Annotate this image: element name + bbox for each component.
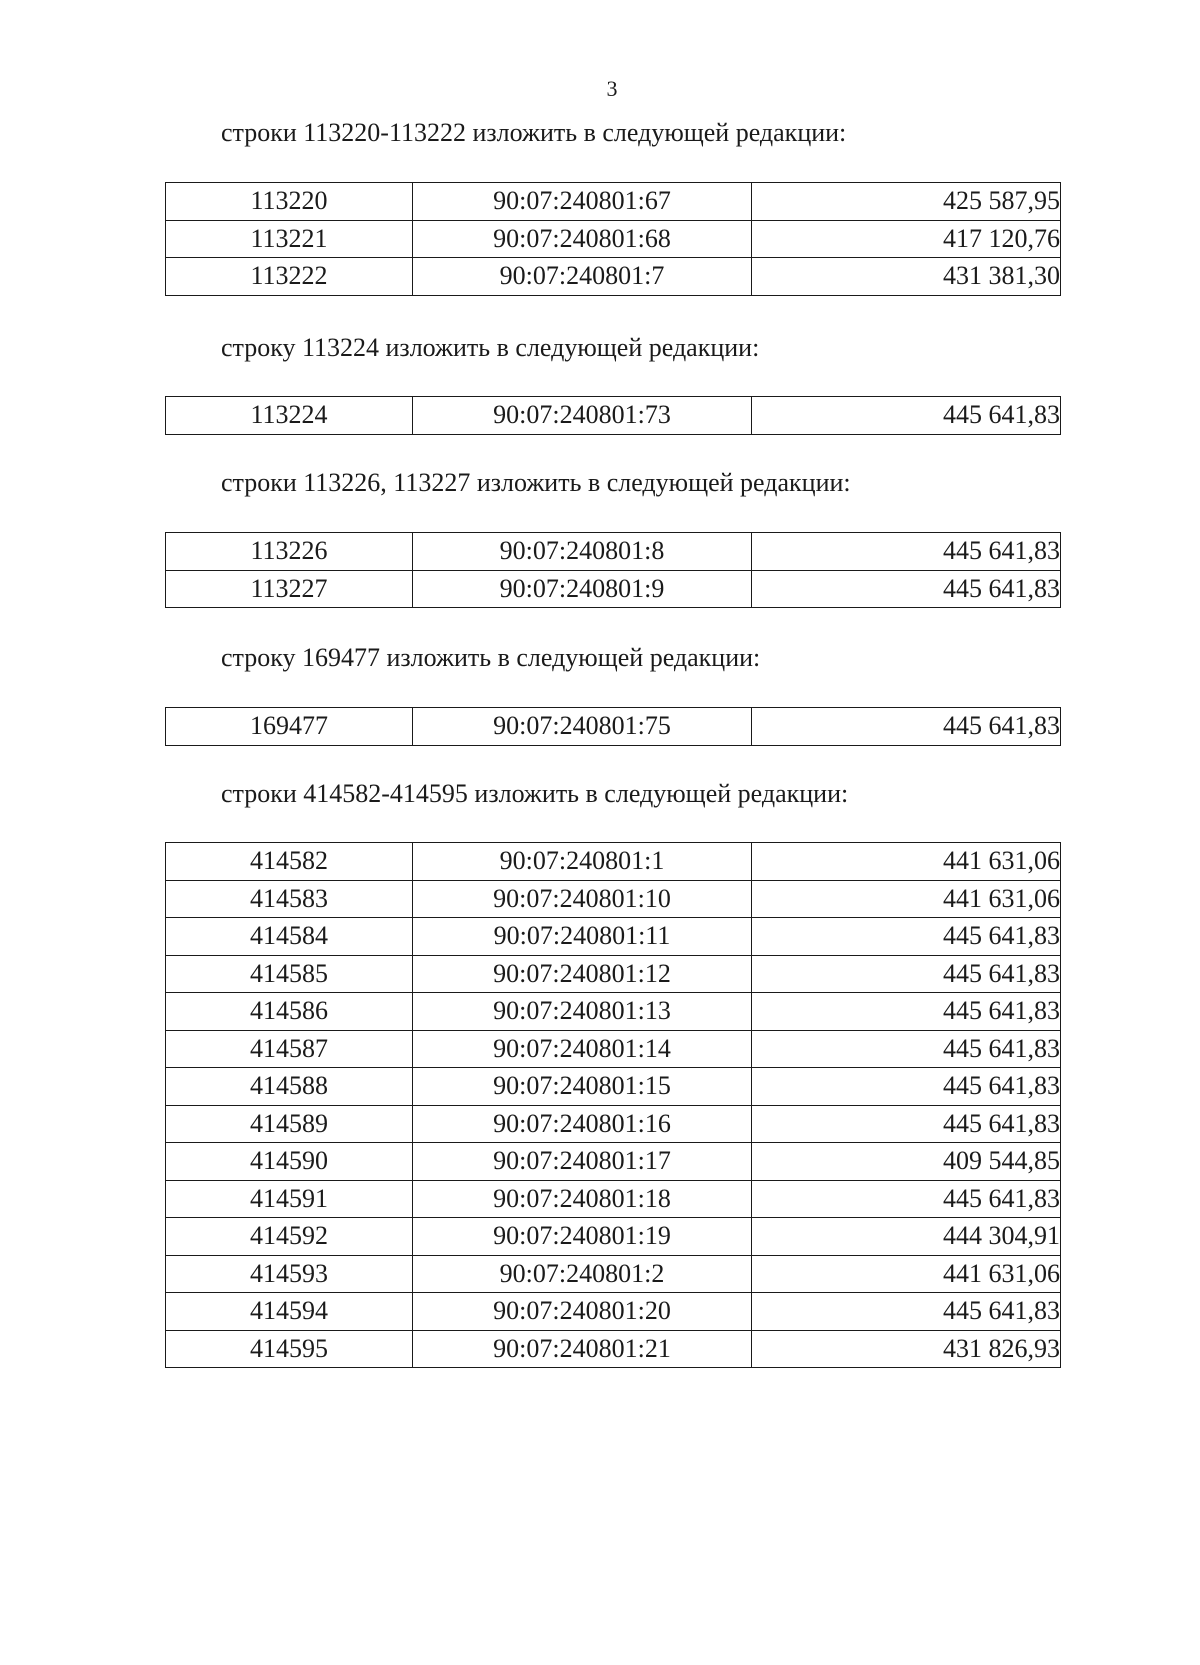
row-number-cell: 414591 bbox=[166, 1180, 413, 1218]
cadastral-number-cell: 90:07:240801:17 bbox=[413, 1143, 752, 1181]
table-row bbox=[166, 1068, 1061, 1106]
table-row bbox=[166, 1105, 1061, 1143]
value-cell: 417 120,76 bbox=[752, 220, 1061, 258]
value-cell: 409 544,85 bbox=[752, 1143, 1061, 1181]
table-row bbox=[166, 1030, 1061, 1068]
table-row bbox=[166, 843, 1061, 881]
row-number-cell: 414586 bbox=[166, 993, 413, 1031]
cadastral-number-cell: 90:07:240801:73 bbox=[413, 397, 752, 435]
row-number-cell: 414593 bbox=[166, 1255, 413, 1293]
table-row bbox=[166, 1293, 1061, 1331]
cadastral-number-cell: 90:07:240801:11 bbox=[413, 918, 752, 956]
row-number-cell: 113227 bbox=[166, 570, 413, 608]
row-number-cell: 414588 bbox=[166, 1068, 413, 1106]
row-number-cell: 414594 bbox=[166, 1293, 413, 1331]
section-instruction: строки 414582-414595 изложить в следующей редакции: bbox=[221, 779, 849, 808]
table-row bbox=[166, 570, 1061, 608]
data-table bbox=[165, 532, 1061, 608]
cadastral-number-cell: 90:07:240801:2 bbox=[413, 1255, 752, 1293]
cadastral-number-cell: 90:07:240801:21 bbox=[413, 1330, 752, 1368]
cadastral-number-cell: 90:07:240801:9 bbox=[413, 570, 752, 608]
cadastral-number-cell: 90:07:240801:1 bbox=[413, 843, 752, 881]
value-cell: 445 641,83 bbox=[752, 570, 1061, 608]
value-cell: 431 826,93 bbox=[752, 1330, 1061, 1368]
value-cell: 445 641,83 bbox=[752, 993, 1061, 1031]
value-cell: 445 641,83 bbox=[752, 1180, 1061, 1218]
row-number-cell: 414583 bbox=[166, 880, 413, 918]
table-row bbox=[166, 1143, 1061, 1181]
cadastral-number-cell: 90:07:240801:19 bbox=[413, 1218, 752, 1256]
section-instruction: строку 113224 изложить в следующей редакции: bbox=[221, 333, 760, 362]
cadastral-number-cell: 90:07:240801:14 bbox=[413, 1030, 752, 1068]
value-cell: 445 641,83 bbox=[752, 1030, 1061, 1068]
table-row bbox=[166, 533, 1061, 571]
row-number-cell: 414585 bbox=[166, 955, 413, 993]
row-number-cell: 414587 bbox=[166, 1030, 413, 1068]
row-number-cell: 414595 bbox=[166, 1330, 413, 1368]
value-cell: 441 631,06 bbox=[752, 880, 1061, 918]
row-number-cell: 414582 bbox=[166, 843, 413, 881]
table-row bbox=[166, 397, 1061, 435]
value-cell: 445 641,83 bbox=[752, 1068, 1061, 1106]
value-cell: 445 641,83 bbox=[752, 1105, 1061, 1143]
cadastral-number-cell: 90:07:240801:75 bbox=[413, 708, 752, 746]
value-cell: 445 641,83 bbox=[752, 397, 1061, 435]
value-cell: 444 304,91 bbox=[752, 1218, 1061, 1256]
value-cell: 445 641,83 bbox=[752, 955, 1061, 993]
table-row bbox=[166, 955, 1061, 993]
row-number-cell: 113222 bbox=[166, 258, 413, 296]
cadastral-number-cell: 90:07:240801:8 bbox=[413, 533, 752, 571]
row-number-cell: 169477 bbox=[166, 708, 413, 746]
section-instruction: строки 113220-113222 изложить в следующей редакции: bbox=[221, 118, 847, 147]
value-cell: 445 641,83 bbox=[752, 533, 1061, 571]
value-cell: 441 631,06 bbox=[752, 1255, 1061, 1293]
cadastral-number-cell: 90:07:240801:10 bbox=[413, 880, 752, 918]
value-cell: 431 381,30 bbox=[752, 258, 1061, 296]
table-row bbox=[166, 183, 1061, 221]
data-table bbox=[165, 842, 1061, 1368]
data-table bbox=[165, 182, 1061, 296]
value-cell: 445 641,83 bbox=[752, 918, 1061, 956]
cadastral-number-cell: 90:07:240801:20 bbox=[413, 1293, 752, 1331]
data-table bbox=[165, 396, 1061, 435]
table-row bbox=[166, 258, 1061, 296]
table-row bbox=[166, 880, 1061, 918]
table-row bbox=[166, 1218, 1061, 1256]
value-cell: 445 641,83 bbox=[752, 1293, 1061, 1331]
row-number-cell: 113226 bbox=[166, 533, 413, 571]
table-row bbox=[166, 918, 1061, 956]
row-number-cell: 113221 bbox=[166, 220, 413, 258]
row-number-cell: 113220 bbox=[166, 183, 413, 221]
cadastral-number-cell: 90:07:240801:15 bbox=[413, 1068, 752, 1106]
row-number-cell: 414592 bbox=[166, 1218, 413, 1256]
section-instruction: строку 169477 изложить в следующей редакции: bbox=[221, 643, 761, 672]
table-row bbox=[166, 1180, 1061, 1218]
table-row bbox=[166, 220, 1061, 258]
cadastral-number-cell: 90:07:240801:13 bbox=[413, 993, 752, 1031]
table-row bbox=[166, 1330, 1061, 1368]
value-cell: 441 631,06 bbox=[752, 843, 1061, 881]
cadastral-number-cell: 90:07:240801:18 bbox=[413, 1180, 752, 1218]
table-row bbox=[166, 993, 1061, 1031]
table-row bbox=[166, 708, 1061, 746]
table-row bbox=[166, 1255, 1061, 1293]
row-number-cell: 414590 bbox=[166, 1143, 413, 1181]
page-number: 3 bbox=[606, 76, 618, 101]
value-cell: 445 641,83 bbox=[752, 708, 1061, 746]
value-cell: 425 587,95 bbox=[752, 183, 1061, 221]
row-number-cell: 414584 bbox=[166, 918, 413, 956]
row-number-cell: 414589 bbox=[166, 1105, 413, 1143]
cadastral-number-cell: 90:07:240801:67 bbox=[413, 183, 752, 221]
cadastral-number-cell: 90:07:240801:12 bbox=[413, 955, 752, 993]
cadastral-number-cell: 90:07:240801:68 bbox=[413, 220, 752, 258]
section-instruction: строки 113226, 113227 изложить в следующей редакции: bbox=[221, 468, 851, 497]
row-number-cell: 113224 bbox=[166, 397, 413, 435]
cadastral-number-cell: 90:07:240801:16 bbox=[413, 1105, 752, 1143]
data-table bbox=[165, 707, 1061, 746]
cadastral-number-cell: 90:07:240801:7 bbox=[413, 258, 752, 296]
